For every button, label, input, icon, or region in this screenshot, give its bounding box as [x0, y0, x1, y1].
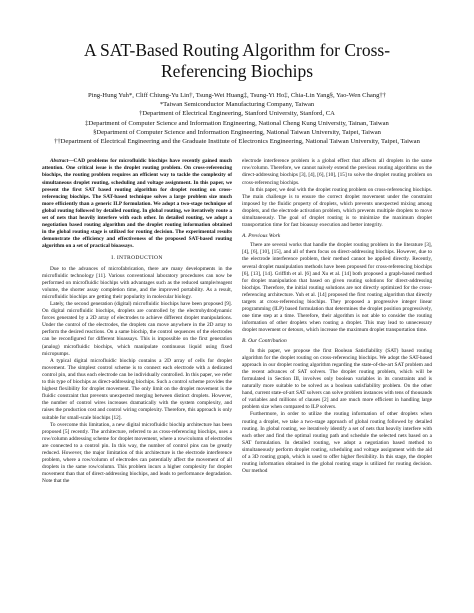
affiliation-3: ‡Department of Computer Science and Information Engineering, National Cheng Kung University, Tainan, Taiwan — [85, 119, 389, 127]
intro-paragraph-1: Due to the advances of microfabrication, there are many developments in the microfluidic technology [11]. Various conventional laboratory procedures can now be performed on microfluidic biochips with advantages such as the reduced sample/reagent volume, the shorter assay completion time, and the improved portability. As a result, microfluidic biochips are getting their popularity in molecular biology. — [42, 265, 232, 300]
left-column — [42, 158, 232, 485]
contribution-paragraph-2: Furthermore, in order to utilize the routing information of other droplets when routing a droplet, we take a two-stage approach of global routing followed by detailed routing. In global routing, we iteratively identify a set of nets that heavily interfere with each other and find the optimal routing path and schedule the selected nets based on a SAT formulation. In detailed routing, we adopt a negotiation based method to simultaneously perform droplet routing, scheduling and voltage assignment with the aid of a 3D routing graph, which is used to offer higher flexibility. In this stage, the droplet routing information obtained in the global routing stage is utilized for routing decision. Our method — [242, 411, 432, 475]
subsection-heading-previous-work: A. Previous Work — [242, 233, 281, 240]
intro-paragraph-5: electrode interference problem is a global effect that affects all droplets in the same row/column. Therefore, we cannot naively extend the previous routing algorithms on the direct-addressing biochips [3], [4], [6], [10], [15] to solve the droplet routing problem on cross-referencing biochips. — [242, 158, 432, 186]
subsection-heading-our-contribution: B. Our Contribution — [242, 338, 287, 345]
abstract-text: —CAD problems for microfluidic biochips have recently gained much attention. One critical issue is the droplet routing problem. On cross-referencing biochips, the routing problem requires an efficient way to tackle the complexity of simultaneous droplet routing, scheduling and voltage assignment. In this paper, we present the first SAT based routing algorithm for droplet routing on cross-referencing biochips. The SAT-based technique solves a large problem size much more efficiently than a generic ILP formulation. We adopt a two-stage technique of global routing followed by detailed routing. In global routing, we iteratively route a set of nets that heavily interfere with each other. In detailed routing, we adopt a negotiation based routing algorithm and the droplet routing information obtained in the global routing stage is utilized for routing decision. The experimental results demonstrate the efficiency and effectiveness of the proposed SAT-based routing algorithm on a set of practical bioassays. — [42, 158, 232, 250]
author-block — [42, 91, 432, 146]
intro-paragraph-4: To overcome this limitation, a new digital microfluidic biochip architecture has been proposed [5] recently. The architecture, referred to as cross-referencing biochips, uses a row/column addressing scheme for droplet movement, where a row/column of electrodes are connected to a control pin. In this way, the number of control pins can be greatly reduced. However, the major limitation of this architecture is the electrode interference problem, where a row/column of electrodes can potentially affect the movement of all droplets in the same row/column. This problem incurs a higher complexity for droplet movement than that of direct-addressing biochips, and leads to performance degradation. Note that the — [42, 421, 232, 485]
paper-title: A SAT-Based Routing Algorithm for Cross-Referencing Biochips — [83, 40, 391, 81]
affiliation-4: §Department of Computer Science and Information Engineering, National Taiwan University, Taipei, Taiwan — [93, 128, 381, 136]
intro-paragraph-6: In this paper, we deal with the droplet routing problem on cross-referencing biochips. The main challenge is to ensure the correct droplet movement under the constraint imposed by the fluidic property of droplets, which prevents unexpected mixing among droplets, and the electrode activation problem, which prevents multiple droplets to move simultaneously. The goal of droplet routing is to minimize the maximum droplet transportation time for fast bioassay execution and better integrity. — [242, 186, 432, 229]
section-heading-introduction: I. INTRODUCTION — [111, 255, 163, 262]
intro-paragraph-3: A typical digital microfluidic biochip contains a 2D array of cells for droplet movement. The simplest control scheme is to connect each electrode with a dedicated control pin, and thus each electrode can be individually controlled. In this paper, we refer to this type of biochips as direct-addressing biochips. Such a control scheme provides the highest flexibility for droplet movement. The only limit on the droplet movement is the fluidic constraint that prevents unexpected merging between distinct droplets. However, the number of control wires increases dramatically with the system complexity, and raises the production cost and control wiring complexity. Therefore, this approach is only suitable for small-scale biochips [12]. — [42, 357, 232, 421]
affiliation-5: ††Department of Electrical Engineering and the Graduate Institute of Electronics Engineering, National Taiwan University, Taipei, Taiwan — [54, 138, 420, 146]
previous-work-paragraph: There are several works that handle the droplet routing problem in the literature [3], [4], [6], [10], [15], and all of them focus on direct-addressing biochips. However, due to the electrode interference problem, their method cannot be applied directly. Recently, several droplet manipulation methods have been proposed for cross-referencing biochips [6], [13], [14]. Griffith et al. [6] and Xu et al. [14] both proposed a graph-based method for droplet manipulation that based on given routing solutions for direct-addressing biochips. Therefore, the initial routing solutions are not directly optimized for the cross-referencing architecture. Yuh et al. [14] proposed the first routing algorithm that directly targets at cross-referencing biochips. They proposed a progressive integer linear programming (ILP) based formulation that determines the droplet position progressively, one time step at a time. Therefore, their algorithm is not able to consider the routing information of other droplets when routing a droplet. This may lead to unnecessary droplet movement or detours, which increase the maximum droplet transportation time. — [242, 242, 432, 334]
affiliation-2: †Department of Electrical Engineering, Stanford University, Stanford, CA — [139, 110, 335, 118]
abstract-label: Abstract — [50, 158, 69, 165]
two-column-body — [42, 158, 432, 485]
affiliation-1: *Taiwan Semiconductor Manufacturing Company, Taiwan — [159, 101, 315, 109]
abstract — [42, 158, 232, 250]
contribution-paragraph-1: In this paper, we propose the first Boolean Satisfiability (SAT) based routing algorithm for the droplet routing on cross-referencing biochips. We adopt the SAT-based approach in our droplet routing algorithm regarding the state-of-the-art SAT problem and the recent advances of SAT solvers. The droplet routing problem, which will be formulated in Section III, involves only boolean variables in its constraints and is naturally more suitable to be solved as a boolean satisfiability problem. On the other hand, current state-of-art SAT solvers can solve problem instances with tens of thousands of variables and millions of clauses [2] and are much more efficient in handling large problem size when compared to ILP solvers. — [242, 347, 432, 411]
right-column — [242, 158, 432, 485]
authors-line: Ping-Hung Yuh*, Cliff Chiung-Yu Lin†, Tsung-Wei Huang‡, Tsung-Yi Ho‡, Chia-Lin Yang§, Yao-Wen Chang†† — [88, 92, 386, 99]
intro-paragraph-2: Lately, the second generation (digital) microfluidic biochips have been proposed [9]. On digital microfluidic biochips, droplets are controlled by the electrohydrodynamic forces generated by a 2D array of electrodes to achieve different droplet manipulations. Under the control of the electrodes, the droplets can move anywhere in the 2D array to perform the desired reactions. On a same biochip, the control sequences of the electrodes can be reconfigured for different bioassays. This is impossible on the first generation (analog) microfluidic biochips, which manipulate continuous liquid using fixed micropumps. — [42, 301, 232, 357]
